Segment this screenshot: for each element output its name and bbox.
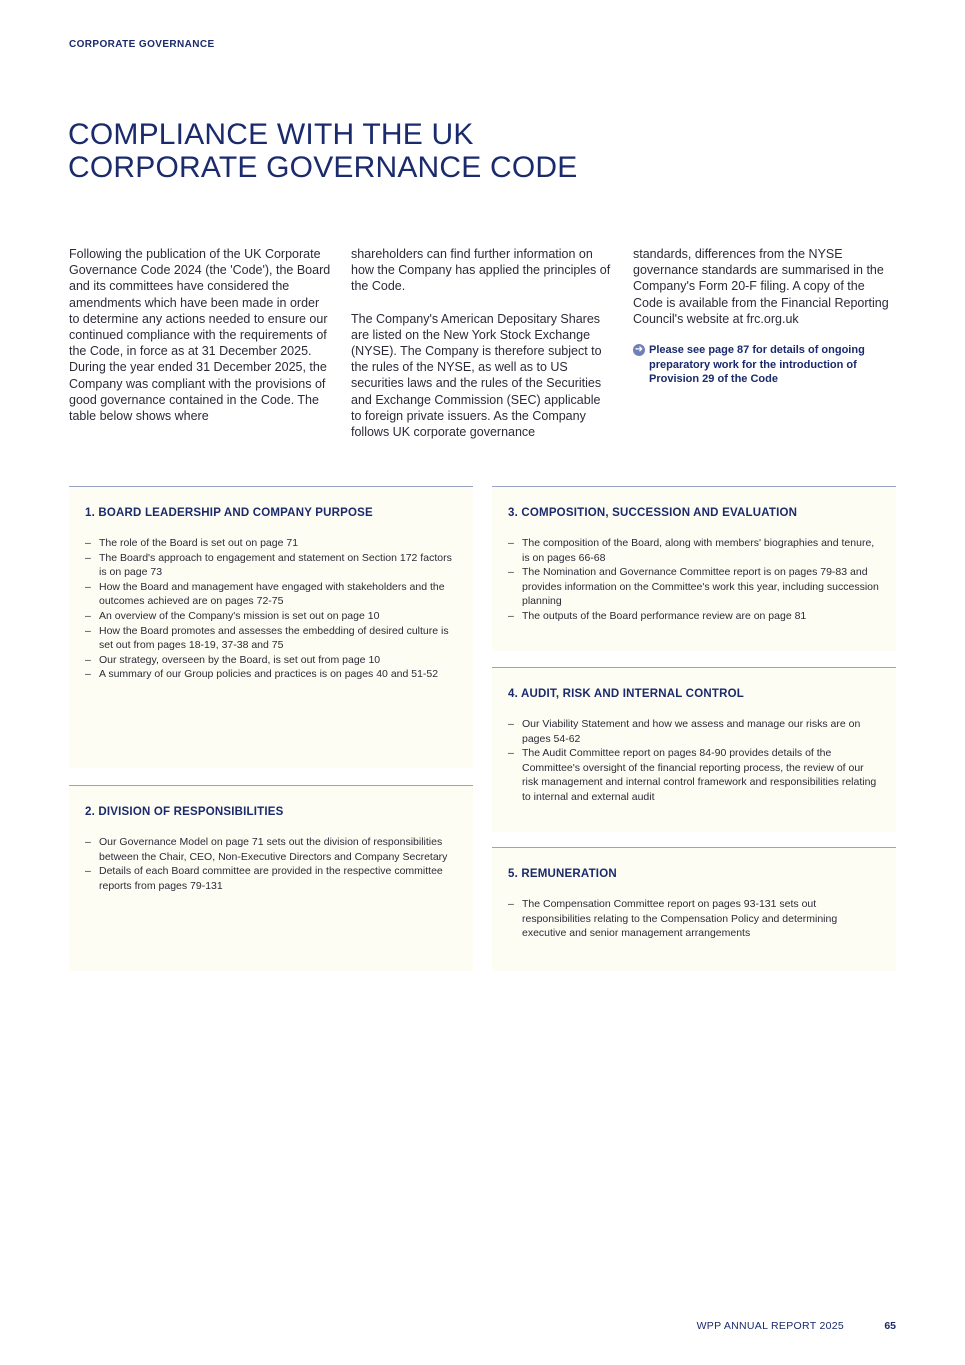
box-list [85, 835, 457, 893]
intro-paragraph: The Company's American Depositary Shares are listed on the New York Stock Exchange (NYSE). The Company is therefore subject to the rules of the NYSE, as well as to US securities laws and the rules of the Securities and Exchange Commission (SEC) applicable to foreign private issuers. As the Company follows UK corporate governance [351, 311, 602, 440]
box-title: 5. REMUNERATION [508, 868, 617, 880]
list-item: – The Compensation Committee report on pages 93-131 sets out responsibilities relating to the Compensation Policy and determining executive and senior management arrangements [508, 897, 880, 941]
cross-reference-text: Please see page 87 for details of ongoing preparatory work for the introduction of Provision 29 of the Code [649, 344, 865, 386]
list-item: – How the Board promotes and assesses the embedding of desired culture is set out from pages 18-19, 37-38 and 75 [85, 624, 457, 653]
list-item: – The Audit Committee report on pages 84-90 provides details of the Committee's oversight of the financial reporting process, the review of our risk management and internal control framework and responsibilities relating to internal and external audit [508, 746, 880, 804]
section-box-audit-risk [492, 667, 896, 832]
box-list [508, 897, 880, 941]
intro-column-3 [633, 246, 895, 387]
page-title-line-1: COMPLIANCE WITH THE UK [68, 118, 474, 151]
list-item: – The composition of the Board, along with members' biographies and tenure, is on pages 66-68 [508, 536, 880, 565]
section-box-division-of-responsibilities [69, 785, 473, 971]
box-list [85, 536, 457, 682]
list-item: – The outputs of the Board performance review are on page 81 [508, 609, 880, 624]
section-box-composition-succession [492, 486, 896, 651]
list-item: – Our strategy, overseen by the Board, is set out from page 10 [85, 653, 457, 668]
box-title: 3. COMPOSITION, SUCCESSION AND EVALUATION [508, 507, 798, 519]
intro-paragraph: standards, differences from the NYSE governance standards are summarised in the Company's Form 20-F filing. A copy of the Code is available from the Financial Reporting Council's website at frc.org.uk [633, 247, 889, 326]
section-box-board-leadership [69, 486, 473, 768]
box-list [508, 536, 880, 624]
section-label: CORPORATE GOVERNANCE [69, 39, 215, 50]
box-title: 4. AUDIT, RISK AND INTERNAL CONTROL [508, 688, 744, 700]
intro-paragraph: Following the publication of the UK Corporate Governance Code 2024 (the 'Code'), the Board and its committees have considered the amendments which have been made in order to determine any actions needed to ensure our continued compliance with the requirements of the Code, in force as at 31 December 2025. During the year ended 31 December 2025, the Company was compliant with the provisions of good governance contained in the Code. The table below shows where [69, 247, 331, 424]
box-title: 2. DIVISION OF RESPONSIBILITIES [85, 806, 284, 818]
intro-column-2 [351, 246, 613, 456]
arrow-right-circle-icon: ➜ [634, 344, 644, 356]
intro-column-1 [69, 246, 331, 440]
cross-reference-note[interactable] [633, 343, 895, 387]
box-list [508, 717, 880, 805]
box-title: 1. BOARD LEADERSHIP AND COMPANY PURPOSE [85, 507, 373, 519]
list-item: – An overview of the Company's mission is set out on page 10 [85, 609, 457, 624]
footer-report-name: WPP ANNUAL REPORT 2025 [696, 1320, 844, 1332]
page-title [68, 118, 768, 184]
list-item: – Details of each Board committee are provided in the respective committee reports from pages 79-131 [85, 864, 457, 893]
list-item: – The Nomination and Governance Committee report is on pages 79-83 and provides information on the Committee's work this year, including succession planning [508, 565, 880, 609]
footer-page-number: 65 [884, 1320, 896, 1332]
list-item: – How the Board and management have engaged with stakeholders and the outcomes achieved are on pages 72-75 [85, 580, 457, 609]
list-item: – Our Viability Statement and how we assess and manage our risks are on pages 54-62 [508, 717, 880, 746]
list-item: – Our Governance Model on page 71 sets out the division of responsibilities between the Chair, CEO, Non-Executive Directors and Company Secretary [85, 835, 457, 864]
page-title-line-2: CORPORATE GOVERNANCE CODE [68, 151, 578, 184]
intro-paragraph: shareholders can find further information on how the Company has applied the principles of the Code. [351, 247, 611, 294]
list-item: – The role of the Board is set out on page 71 [85, 536, 457, 551]
list-item: – The Board's approach to engagement and statement on Section 172 factors is on page 73 [85, 551, 457, 580]
section-box-remuneration [492, 847, 896, 971]
list-item: – A summary of our Group policies and practices is on pages 40 and 51-52 [85, 667, 457, 682]
